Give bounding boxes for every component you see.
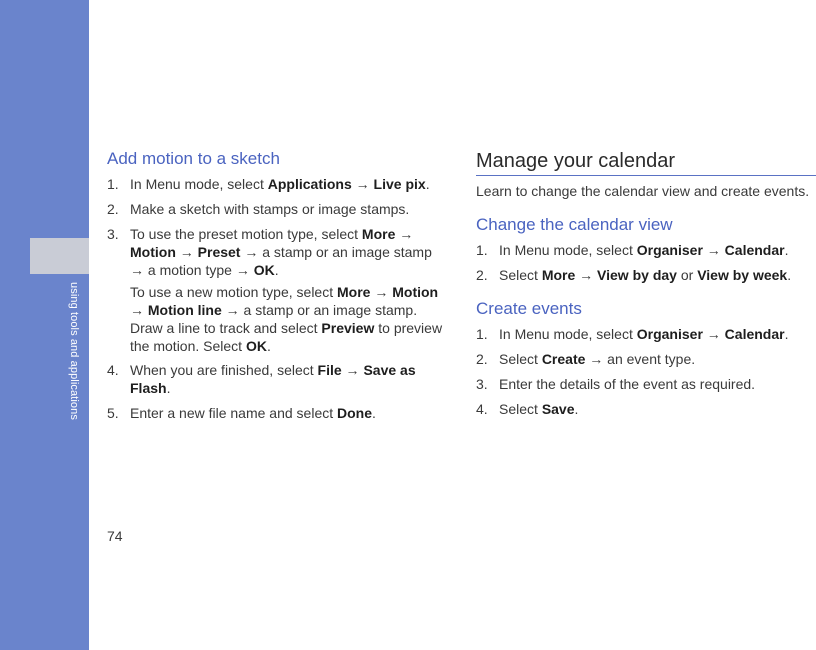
intro-text: Learn to change the calendar view and create events. [476,183,810,199]
list-item: 4. Select Save. [476,401,579,417]
list-item: 1. In Menu mode, select Organiser → Calendar. [476,326,789,342]
change-view-steps [476,241,816,284]
add-motion-steps [107,175,447,422]
left-column [107,148,447,422]
list-item: 2. Make a sketch with stamps or image stamps. [107,201,410,217]
sidebar-tab-marker [30,238,89,274]
page-number: 74 [107,528,123,544]
right-column [476,148,816,418]
list-item: 4. When you are finished, select File → Save as Flash. [107,362,416,396]
page-title: Manage your calendar [476,148,816,176]
section-heading-add-motion: Add motion to a sketch [107,149,280,168]
create-events-steps [476,325,816,418]
list-item: 1. In Menu mode, select Organiser → Calendar. [476,242,789,258]
list-item: 3. To use the preset motion type, select More → Motion → Preset → a stamp or an image stamp → a motion type → OK. To use a new motion type, select More → Motion → Motion line → a stamp or an image stamp. Draw a line to track and select Preview to preview the motion. Select OK. [107,225,447,355]
list-item: 2. Select Create → an event type. [476,351,696,367]
section-heading-create-events: Create events [476,299,582,318]
list-item: 1. In Menu mode, select Applications → Live pix. [107,176,430,192]
section-label: using tools and applications [68,282,80,420]
list-item: 5. Enter a new file name and select Done. [107,405,376,421]
list-item: 3. Enter the details of the event as required. [476,376,756,392]
list-item: 2. Select More → View by day or View by week. [476,267,792,283]
sidebar [0,0,89,650]
section-heading-change-view: Change the calendar view [476,215,673,234]
step-note: To use a new motion type, select More → Motion → Motion line → a stamp or an image stamp. Draw a line to track and select Preview to preview the motion. Select OK. [130,284,443,354]
